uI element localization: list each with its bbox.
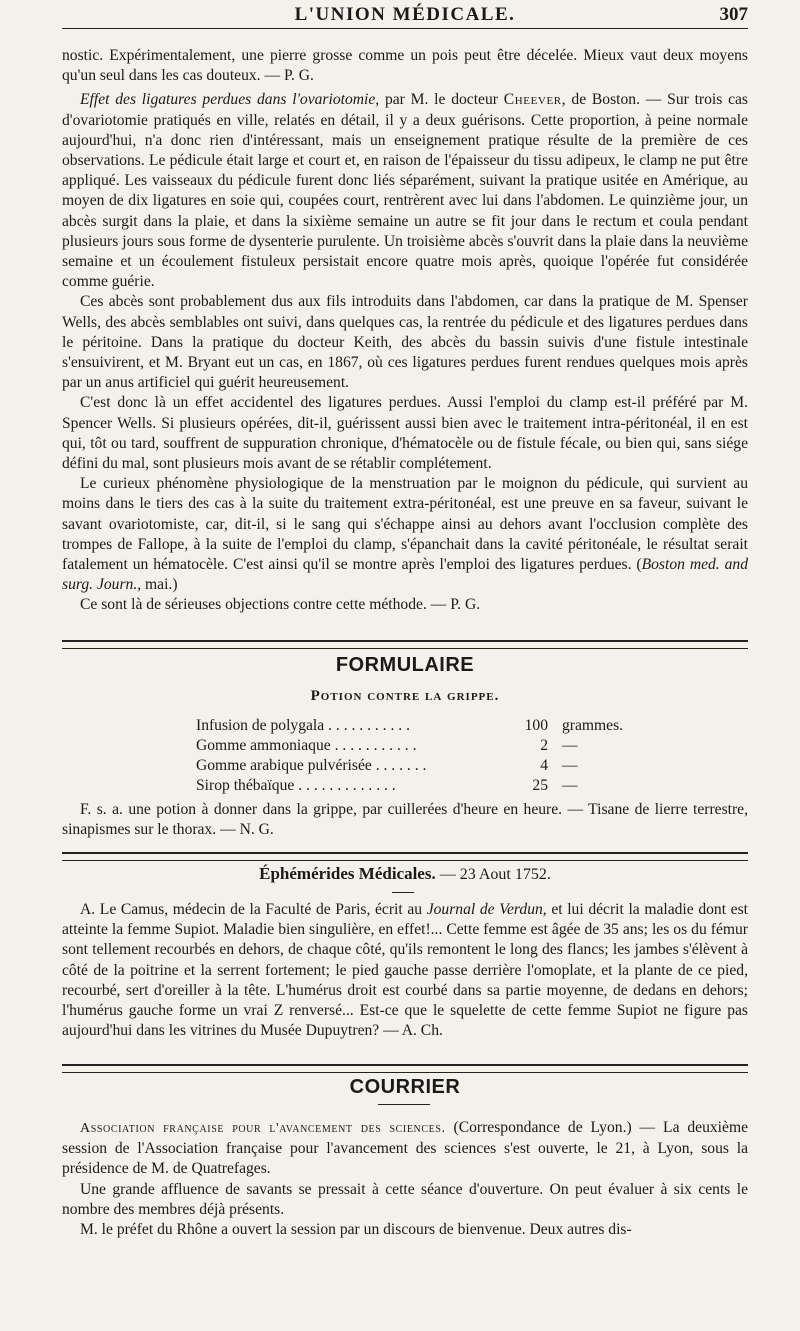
ephemerides-date: — 23 Aout 1752. [435, 866, 551, 883]
association-name: Association française pour l'avancement des sciences. [80, 1121, 446, 1136]
recipe-note [62, 800, 748, 840]
section-divider [62, 1064, 748, 1073]
ingredient-row [196, 736, 616, 756]
ingredient-row [196, 776, 616, 796]
short-divider [392, 892, 414, 893]
ingredient-row [196, 716, 624, 736]
article-ligatures [62, 46, 748, 616]
page-number: 307 [719, 4, 748, 25]
article-title: Effet des ligatures perdues dans l'ovariotomie, [80, 91, 380, 109]
ingredient-unit: grammes. [562, 717, 624, 734]
ingredient-unit: — [562, 777, 578, 794]
paragraph: Effet des ligatures perdues dans l'ovariotomie, par M. le docteur Cheever, de Boston. — Sur trois cas d'ovariotomie pratiqués en ville, relatés en détail, il y a deux guérisons. Cette proportion, à peine normale aujourd'hui, n'a donc rien d'intéressant, mais un enseignement pratique résulte de la première de ces observations. Le pédicule était large et court et, en raison de l'épaisseur du tissu adipeux, le clamp ne put être appliqué. Les vaisseaux du pédicule furent donc liés séparément, suivant la pratique usitée en Amérique, au moyen de dix ligatures en soie qui, coupées court, rentrèrent avec lui dans l'abdomen. Le quinzième jour, un abcès surgit dans la plaie, et dans la sixième semaine un autre se fit jour dans le rectum et coula pendant plusieurs jours sous forme de dysenterie purulente. Un troisième abcès s'ouvrit dans la plaie dans la neuvième semaine et un écoulement fistuleux persistait encore quatre mois après, quoique l'opérée fut considérée comme guérie. [62, 91, 748, 291]
paragraph: M. le préfet du Rhône a ouvert la session par un discours de bienvenue. Deux autres dis- [80, 1221, 632, 1239]
journal-name: Journal de Verdun, [426, 901, 547, 918]
section-title-formulaire: FORMULAIRE [335, 654, 475, 676]
courrier-body [62, 1118, 748, 1240]
ingredient-row [196, 756, 616, 776]
recipe-title: Potion contre la grippe. [310, 688, 500, 704]
paragraph: Ce sont là de sérieuses objections contre cette méthode. — P. G. [80, 596, 481, 614]
section-divider [62, 852, 748, 861]
ingredient-name: Infusion de polygala . . . . . . . . . . . [196, 717, 410, 734]
ingredient-name: Gomme arabique pulvérisée . . . . . . . [196, 757, 427, 774]
paragraph: C'est donc là un effet accidentel des ligatures perdues. Aussi l'emploi du clamp est-il préféré par M. Spencer Wells. Si plusieurs opérées, dit-il, guérissent aussi bien avec le traitement intra-péritonéal, il en est qui, tôt ou tard, souffrent de suppuration chronique, d'hématocèle ou de fistule fécale, ou bien qui, sans siége défini du mal, sont plusieurs mois avant de se rétablir complétement. [62, 394, 748, 473]
ephemerides-body [62, 900, 748, 1041]
ingredient-name: Sirop thébaïque . . . . . . . . . . . . . [196, 777, 396, 794]
ingredient-qty: 25 [532, 777, 548, 794]
ephemerides-heading [62, 864, 748, 884]
paragraph: F. s. a. une potion à donner dans la grippe, par cuillerées d'heure en heure. — Tisane de lierre terrestre, sinapismes sur le thorax. — N. G. [62, 801, 748, 839]
paragraph: A. Le Camus, médecin de la Faculté de Paris, écrit au Journal de Verdun, et lui décrit la maladie dont est atteinte la femme Supiot. Maladie bien singulière, en effet!... Cette femme est âgée de 35 ans; les os du fémur sont tellement recourbés en dehors, de chaque côté, qu'ils remontent le long des flancs; les jambes s'élèvent à côté de la poitrine et la serrent fortement; le pied gauche passe derrière l'omoplate, et la plante de ce pied, recourbé, sert d'oreiller à la tête. L'humérus droit est courbé dans sa partie moyenne, de dedans en dehors; l'humérus gauche forme un vrai Z renversé... Est-ce que le squelette de cette femme Supiot ne figure pas aujourd'hui dans les vitrines du Musée Dupuytren? — A. Ch. [62, 901, 748, 1040]
ingredient-qty: 2 [540, 737, 548, 754]
paragraph: nostic. Expérimentalement, une pierre grosse comme un pois peut être décelée. Mieux vaut deux moyens qu'un seul dans les cas douteux. — P. G. [62, 47, 748, 85]
paragraph: Une grande affluence de savants se pressait à cette séance d'ouverture. On peut évaluer à six cents le nombre des membres déjà présents. [62, 1180, 748, 1218]
ingredient-unit: — [562, 757, 578, 774]
section-title-ephemerides: Éphémérides Médicales. [259, 864, 436, 883]
journal-title: L'UNION MÉDICALE. [294, 4, 516, 25]
paragraph: Association française pour l'avancement des sciences. (Correspondance de Lyon.) — La deuxième session de l'Association française pour l'avancement des sciences s'est ouverte, le 21, à Lyon, sous la présidence de M. de Quatrefages. [62, 1119, 748, 1178]
section-divider [62, 640, 748, 649]
paragraph: Le curieux phénomène physiologique de la menstruation par le moignon du pédicule, qui survient au moins dans le tiers des cas à la suite du traitement extra-péritonéal, est une preuve en sa faveur, suivant le savant ovariotomiste, car, dit-il, si le sang qui s'échappe ainsi au dehors avant l'occlusion complète des trompes de Fallope, à la suite de l'emploi du clamp, s'épanchait dans la cavité péritonéale, le résultat serait fatalement un hématocèle. C'est ainsi qu'il se montre après l'emploi des ligatures perdues. (Boston med. and surg. Journ., mai.) [62, 475, 748, 594]
section-title-courrier: COURRIER [349, 1076, 461, 1098]
ingredient-unit: — [562, 737, 578, 754]
author-name: Cheever [503, 91, 562, 109]
short-divider [378, 1104, 430, 1105]
paragraph: Ces abcès sont probablement dus aux fils introduits dans l'abdomen, car dans la pratique de M. Spenser Wells, des abcès semblables ont suivi, dans quelques cas, la rentrée du pédicule et des ligatures perdues dans le péritoine. Dans la pratique du docteur Keith, des abcès du bassin suivis d'une fistule intestinale s'ensuivirent, et M. Bryant eut un cas, en 1867, où ces ligatures perdues furent rendues quelques mois après par un anus artificiel qui guérit heureusement. [62, 293, 748, 392]
ingredient-qty: 100 [524, 717, 548, 734]
source-citation: Boston med. and surg. Journ. [62, 556, 748, 594]
recipe-ingredients [196, 716, 624, 796]
running-header [62, 2, 748, 29]
ingredient-name: Gomme ammoniaque . . . . . . . . . . . [196, 737, 417, 754]
ingredient-qty: 4 [540, 757, 548, 774]
